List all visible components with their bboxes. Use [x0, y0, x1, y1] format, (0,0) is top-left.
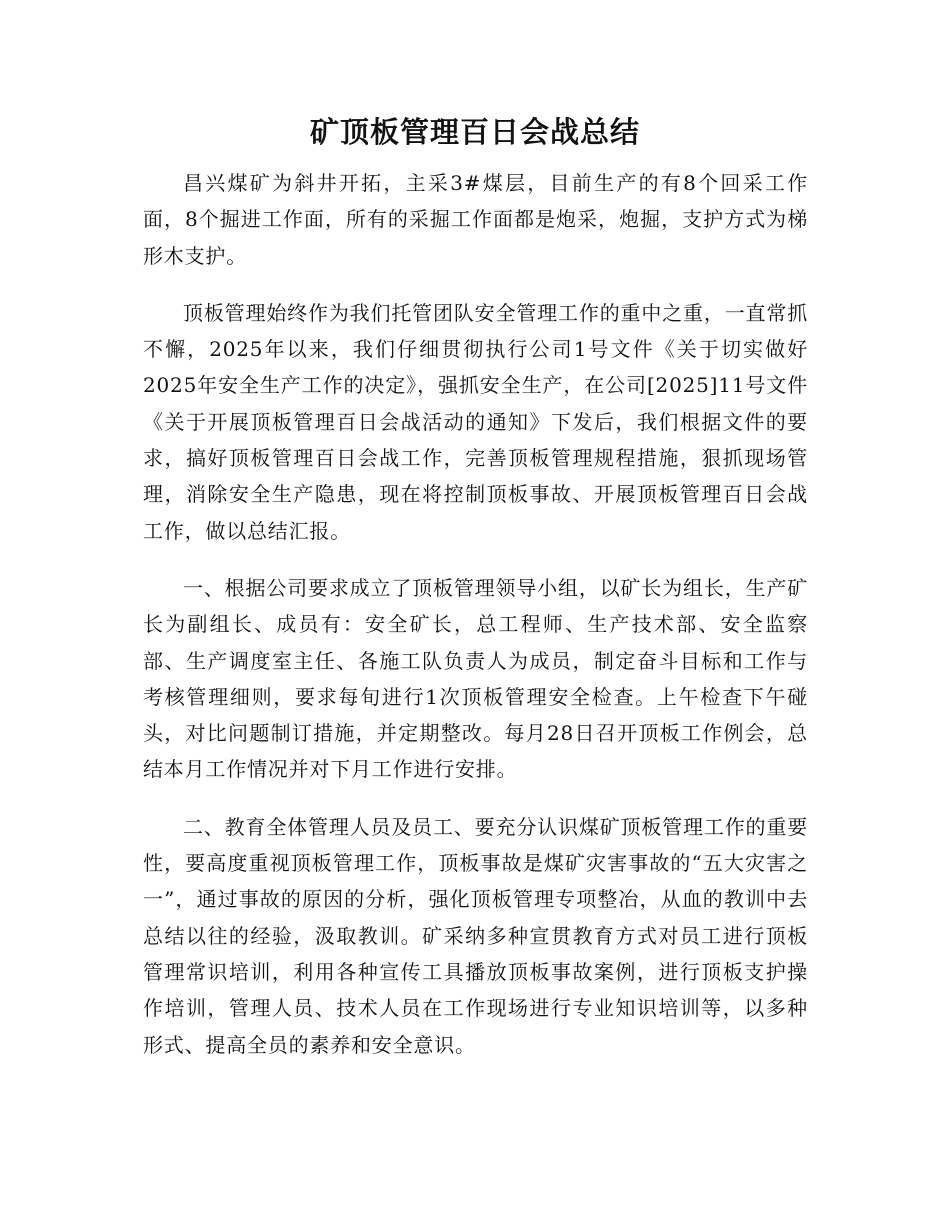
document-body	[143, 165, 808, 1063]
paragraph-section-two: 二、教育全体管理人员及员工、要充分认识煤矿顶板管理工作的重要性，要高度重视顶板管理工作，顶板事故是煤矿灾害事故的“五大灾害之一”，通过事故的原因的分析，强化顶板管理专项整冶，从血的教训中去总结以往的经验，汲取教训。矿采纳多种宣贯教育方式对员工进行顶板管理常识培训，利用各种宣传工具播放顶板事故案例，进行顶板支护操作培训，管理人员、技术人员在工作现场进行专业知识培训等，以多种形式、提高全员的素养和安全意识。	[143, 814, 808, 1057]
paragraph-overview: 顶板管理始终作为我们托管团队安全管理工作的重中之重，一直常抓不懈，2025年以来，我们仔细贯彻执行公司1号文件《关于切实做好2025年安全生产工作的决定》，强抓安全生产，在公司[2025]11号文件《关于开展顶板管理百日会战活动的通知》下发后，我们根据文件的要求，搞好顶板管理百日会战工作，完善顶板管理规程措施，狠抓现场管理，消除安全生产隐患，现在将控制顶板事故、开展顶板管理百日会战工作，做以总结汇报。	[143, 300, 808, 543]
document-title: 矿顶板管理百日会战总结	[309, 115, 640, 149]
paragraph-section-one: 一、根据公司要求成立了顶板管理领导小组，以矿长为组长，生产矿长为副组长、成员有：安全矿长，总工程师、生产技术部、安全监察部、生产调度室主任、各施工队负责人为成员，制定奋斗目标和工作与考核管理细则，要求每旬进行1次顶板管理安全检查。上午检查下午碰头，对比问题制订措施，并定期整改。每月28日召开顶板工作例会，总结本月工作情况并对下月工作进行安排。	[143, 575, 808, 782]
paragraph-intro: 昌兴煤矿为斜井开拓，主采3#煤层，目前生产的有8个回采工作面，8个掘进工作面，所有的采掘工作面都是炮采，炮掘，支护方式为梯形木支护。	[143, 171, 808, 268]
